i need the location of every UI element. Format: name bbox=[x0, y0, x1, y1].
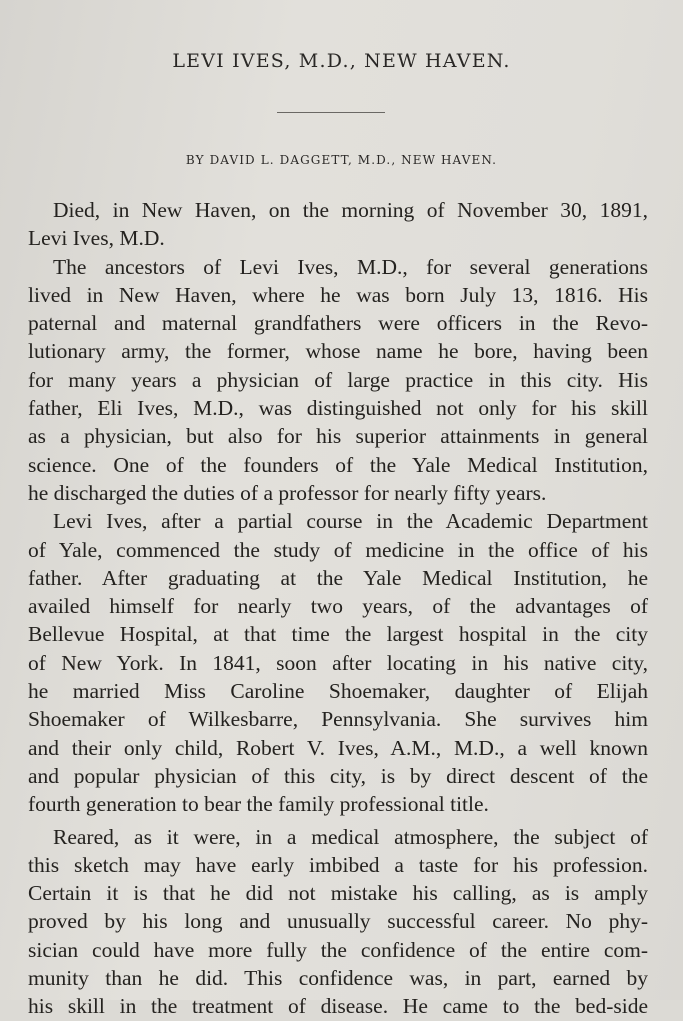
article-title: LEVI IVES, M.D., NEW HAVEN. bbox=[172, 50, 511, 72]
text-line: Certain it is that he did not mistake his calling, as is amply bbox=[28, 881, 648, 906]
text-line: proved by his long and unusually successful career. No phy- bbox=[28, 909, 648, 934]
text-line: this sketch may have early imbibed a taste for his profession. bbox=[28, 852, 648, 877]
text-line: his skill in the treatment of disease. He came to the bed-side bbox=[28, 994, 648, 1019]
paragraph bbox=[28, 507, 648, 818]
text-line: he married Miss Caroline Shoemaker, daughter of Elijah bbox=[28, 679, 648, 704]
text-line: lived in New Haven, where he was born July 13, 1816. His bbox=[28, 282, 648, 307]
paragraph bbox=[28, 196, 648, 253]
text-line: Died, in New Haven, on the morning of November 30, 1891, bbox=[53, 198, 648, 222]
text-line: and popular physician of this city, is by direct descent of the bbox=[28, 763, 648, 788]
text-line: science. One of the founders of the Yale Medical Institution, bbox=[28, 452, 648, 477]
text-line: sician could have more fully the confidence of the entire com- bbox=[28, 937, 648, 962]
text-line: he discharged the duties of a professor for nearly fifty years. bbox=[28, 480, 547, 505]
text-line: father. After graduating at the Yale Medical Institution, he bbox=[28, 565, 648, 590]
text-line: Bellevue Hospital, at that time the largest hospital in the city bbox=[28, 622, 648, 647]
text-line: Levi Ives, M.D. bbox=[28, 226, 165, 251]
text-line: availed himself for nearly two years, of the advantages of bbox=[28, 594, 648, 619]
text-line: The ancestors of Levi Ives, M.D., for several generations bbox=[53, 254, 648, 279]
text-line: Reared, as it were, in a medical atmosphere, the subject of bbox=[53, 824, 648, 849]
paragraph bbox=[28, 253, 648, 508]
title-divider bbox=[277, 112, 385, 113]
text-line: paternal and maternal grandfathers were officers in the Revo- bbox=[28, 311, 648, 336]
text-line: and their only child, Robert V. Ives, A.M., M.D., a well known bbox=[28, 735, 648, 760]
article-byline: BY DAVID L. DAGGETT, M.D., NEW HAVEN. bbox=[185, 153, 498, 167]
paragraph bbox=[28, 823, 648, 1021]
text-line: of Yale, commenced the study of medicine in the office of his bbox=[28, 537, 648, 562]
text-line: father, Eli Ives, M.D., was distinguished not only for his skill bbox=[28, 396, 648, 421]
text-line: of New York. In 1841, soon after locating in his native city, bbox=[28, 650, 648, 675]
text-line: Levi Ives, after a partial course in the Academic Department bbox=[53, 509, 648, 534]
text-line: munity than he did. This confidence was, in part, earned by bbox=[28, 966, 648, 991]
text-line: fourth generation to bear the family professional title. bbox=[28, 792, 489, 817]
text-line: for many years a physician of large practice in this city. His bbox=[28, 367, 648, 392]
text-line: as a physician, but also for his superior attainments in general bbox=[28, 424, 648, 449]
article-body bbox=[28, 196, 648, 1021]
text-line: lutionary army, the former, whose name he bore, having been bbox=[28, 339, 648, 364]
text-line: Shoemaker of Wilkesbarre, Pennsylvania. She survives him bbox=[28, 707, 648, 732]
